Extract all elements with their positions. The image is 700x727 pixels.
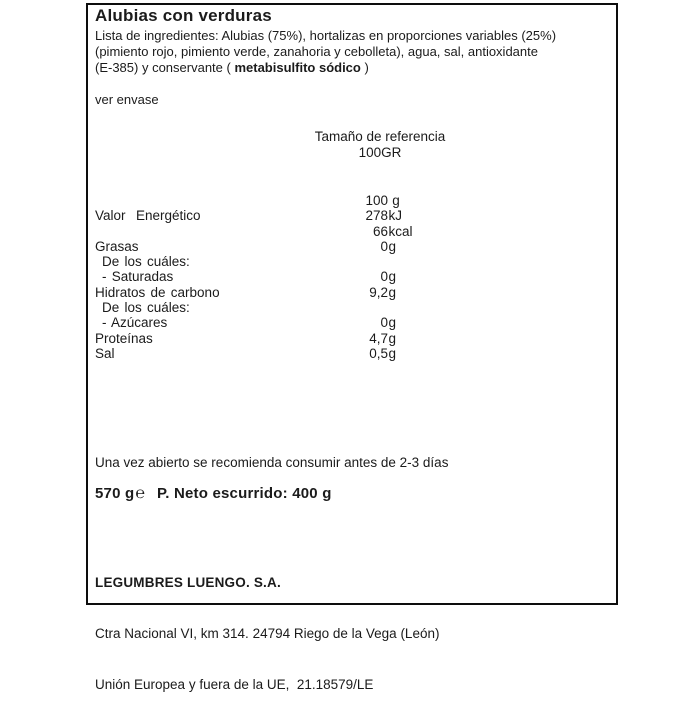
ingredients-line-3-post: ) [360,60,369,75]
drained-weight: P. Neto escurrido: 400 g [156,485,332,502]
nutrient-value: 0 [380,315,388,331]
nutrition-row-per100 [88,193,616,208]
ingredients-line-1: Lista de ingredientes: Alubias (75%), hortalizas en proporciones variables (25%) [95,28,557,43]
ingredients-line-3 [95,60,556,76]
serving-reference [280,129,480,161]
nutrient-label: De los cuáles: [102,254,190,270]
nutrient-label: De los cuáles: [102,300,190,316]
ingredients-line-2: (pimiento rojo, pimiento verde, zanahoria y cebolleta), agua, sal, antioxidante [95,44,538,59]
nutrition-row-of-which-2 [88,300,616,315]
nutrition-row-saturates [88,269,616,284]
preservative-name: metabisulfito sódico [234,60,361,75]
nutrition-row-carbohydrate [88,285,616,300]
nutrient-unit: g [388,238,397,254]
nutrient-unit: g [388,193,400,208]
nutrient-label: Valor Energético [95,208,201,224]
nutrient-unit: g [388,284,397,300]
nutrient-unit: g [388,315,397,331]
nutrition-row-energy-kcal [88,224,616,239]
see-package-note: ver envase [95,92,159,107]
nutrient-label: Proteínas [95,330,153,346]
ingredients-line-3-pre: (E-385) y conservante ( [95,60,235,75]
nutrient-value: 4,7 [369,330,388,346]
serving-reference-title: Tamaño de referencia [314,129,446,144]
nutrient-unit: kJ [388,208,402,224]
storage-note: Una vez abierto se recomienda consumir antes de 2-3 días [95,455,449,470]
nutrient-value: 0,5 [369,345,388,361]
nutrient-label: - Saturadas [102,269,174,285]
nutrient-label: Sal [95,345,115,361]
nutrition-table [88,193,616,361]
nutrition-row-salt [88,346,616,361]
nutrient-value: 9,2 [369,284,388,300]
nutrient-value: 0 [380,238,388,254]
estimated-sign-icon: ℮ [135,485,145,502]
manufacturer-block [95,540,439,727]
nutrient-value: 0 [380,269,388,285]
nutrient-unit: kcal [388,223,413,239]
nutrition-row-sugars [88,315,616,330]
gross-weight: 570 g [95,485,135,502]
net-weight-line [95,484,332,503]
nutrition-row-energy-kj [88,208,616,223]
nutrient-label: Hidratos de carbono [95,284,220,300]
serving-reference-size: 100GR [358,145,402,160]
nutrient-label: Grasas [95,238,139,254]
manufacturer-registry: Unión Europea y fuera de la UE, 21.18579/LE [95,677,374,692]
ingredients-list [95,28,556,76]
manufacturer-address: Ctra Nacional VI, km 314. 24794 Riego de la Vega (León) [95,626,440,641]
nutrition-row-of-which-1 [88,254,616,269]
nutrient-label: - Azúcares [102,315,168,331]
nutrient-value: 66 [372,223,388,239]
nutrient-unit: g [388,330,397,346]
label-border-box [86,3,618,692]
nutrient-value: 100 [365,193,388,208]
product-title: Alubias con verduras [95,6,272,25]
manufacturer-name: LEGUMBRES LUENGO. S.A. [95,575,281,590]
nutrition-row-protein [88,331,616,346]
nutrient-unit: g [388,345,397,361]
nutrient-unit: g [388,269,397,285]
nutrient-value: 278 [365,208,388,224]
nutrition-row-fat [88,239,616,254]
